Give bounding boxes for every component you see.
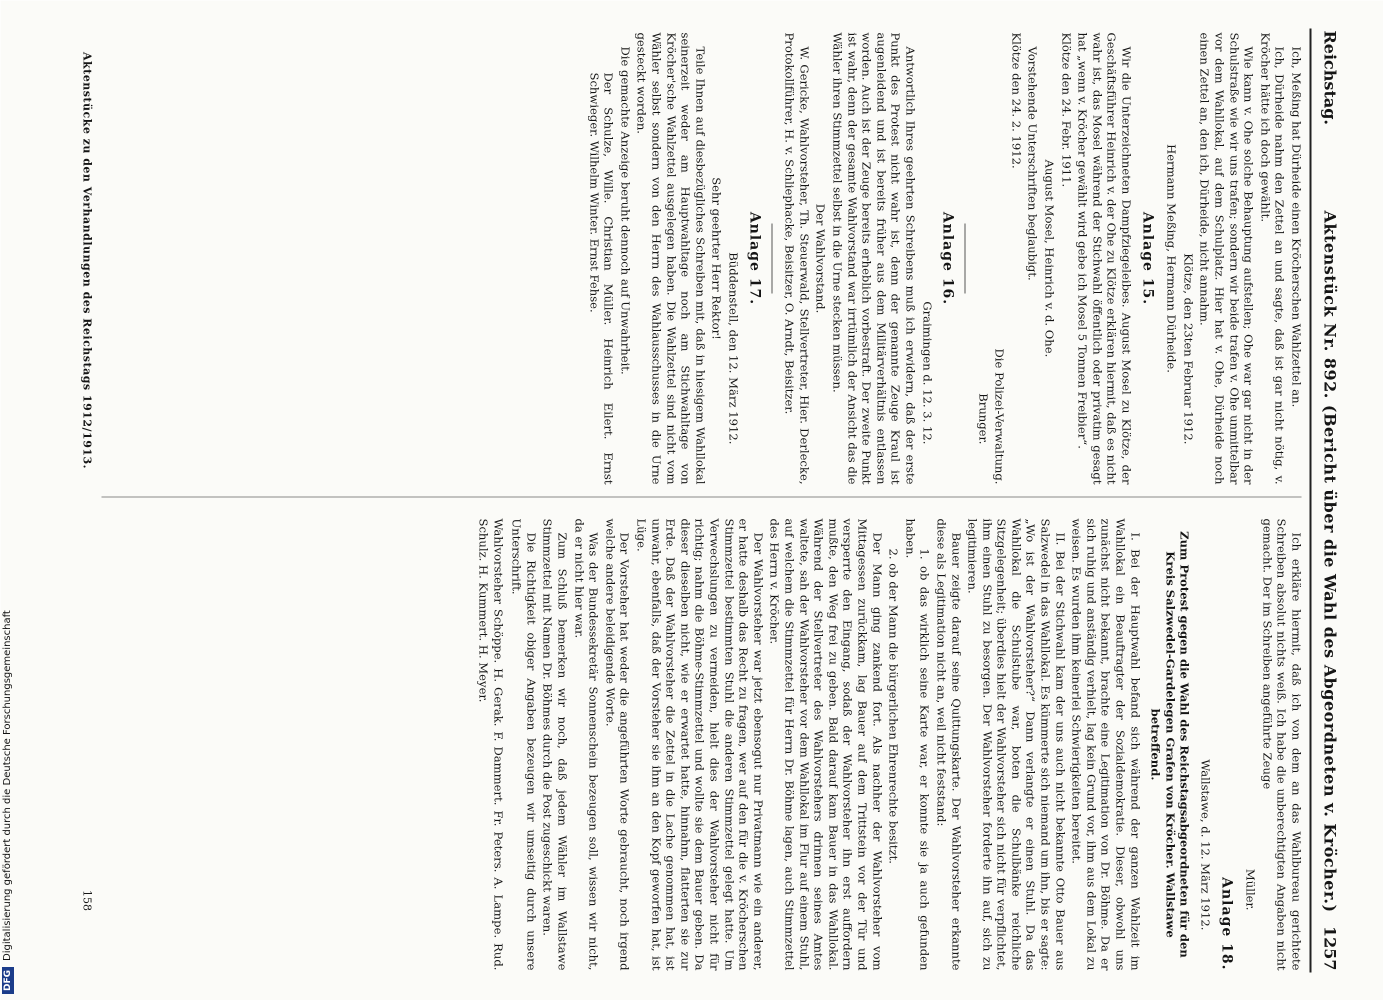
header-left: Reichstag. [1320,30,1339,125]
page-footer: Aktenstücke zu den Verhandlungen des Reichstags 1912/1913. [80,51,93,469]
anlage-15-certification: Vorstehende Unterschriften beglaubigt. [1025,46,1040,281]
anlage-18-list-item: 2. ob der Mann die bürgerlichen Ehrenrechte besitzt. [886,548,901,864]
anlage-17-place-date: Büddenstell, den 12. März 1912. [726,251,740,444]
anlage-18-list-item: 1. ob das wirklich seine Karte war, er konnte sie ja auch gefunden haben. [902,518,932,970]
anlage-15-certification-place: Klötze den 24. 2. 1912. [1008,32,1023,169]
section-divider [771,223,772,293]
header-rule [1309,28,1311,972]
anlage-18-paragraph: II. Bei der Stichwahl kam der uns auch nicht bekannte Otto Bauer aus Salzwedel in das Wahllokal. Es kümmerte sich niemand um ihn, bis er sagte: „Wo ist der Wahlvorsteher?“ Dann verlangte er einen Stuhl. Da das Wahllokal die Schulstube war, boten die Schulbänke reichliche Sitzgelegenheit; überdies hielt der Wahlvorsteher sich nicht für verpflichtet, ihm einen Stuhl zu besorgen. Der Wahlvorsteher forderte ihn auf, sich zu legitimieren. [965,518,1067,970]
anlage-17-signatures: Der Schulze, Wille. Christian Müller. Heinrich Eilert. Ernst Schwieger. Wilhelm Winter. Ernst Fehse. [586,72,616,484]
anlage-16-place-date: Graimingen d. 12. 3. 12. [919,300,934,444]
anlage-15-official: Brunger. [975,392,990,444]
intro-signatures: Hermann Meßing, Hermann Dürheide. [1164,143,1179,373]
anlage-18-paragraph: Der Mann ging zankend fort. Als nachher der Wahlvorsteher vom Mittagessen zurückkam, lag Bauer auf dem Trittstein vor der Tür und versperrte den Eingang, sodaß der Wahlvorsteher ihn erst auffordern mußte, den Weg frei zu geben. Bald darauf kam Bauer in das Wahllokal. Während der Stellvertreter des Wahlvorstehers drinnen seines Amtes waltete, sah der Wahlvorsteher vor dem Wahllokal im Flur auf einem Stuhl, auf welchem die Stimmzettel für Herrn Dr. Böhme lagen, auch Stimmzettel des Herrn v. Kröcher. [767,518,884,970]
anlage-15-authority: Die Polizei-Verwaltung. [992,348,1007,484]
left-column [584,32,1303,484]
intro-paragraph: Ich, Meßing hat Dürheide einen Kröcherschen Wahlzettel an. [1289,46,1303,407]
intro-paragraph: Wie kann v. Ohe solche Behauptung aufstellen; Ohe war gar nicht in der Schulstraße wie wir uns trafen; sondern wir beide trafen v. Ohe unmittelbar vor dem Wahllokal, auf dem Schulplatz. Hier hat v. Ohe, Dürheide noch einen Zettel an, den ich, Dürheide, nicht annahm. [1197,32,1256,484]
anlage-16-text: Antwortlich Ihres geehrten Schreibens muß ich erwidern, daß der erste Punkt des Protest nicht wahr ist, denn der genannte Zeuge Kraul ist augenleidend und ist bereits früher aus dem Militärverhältnis entlassen worden. Auch ist der Zeuge bereits erheblich vorbestraft. Der zweite Punkt ist wahr, denn der gesamte Wahlvorstand war irrtümlich der Ansicht das die Wähler ihren Stimmzettel selbst in die Urne stecken müssen. [829,32,917,484]
anlage-18-paragraph: Der Vorsteher hat weder die angeführten Worte gebraucht, noch irgend welche andere beleidigende Worte. [602,518,632,970]
intro-place-date: Klötze, den 23ten Februar 1912. [1180,252,1195,444]
anlage-15-text: Wir die Unterzeichneten Dampfziegeleibes. August Mosel zu Klötze, der Geschäftsführer Heinrich v. der Ohe zu Klötze erklären hiermit, daß es nicht wahr ist, das Mosel während der Stichwahl öffentlich oder privatim gesagt hat „wenn v. Kröcher gewählt wird gebe ich Mosel 5 Tonnen Freibier“. [1075,32,1134,484]
anlage-17-title: Anlage 17. [745,211,762,305]
anlage-16-board: Der Wahlvorstand. [813,203,828,313]
anlage-15-title: Anlage 15. [1138,211,1155,305]
anlage-18-title: Anlage 18. [1217,876,1234,970]
anlage-17-text: Teile Ihnen auf diesbezügliches Schreiben mit, daß in hiesigem Wahllokal seinerzeit weder am Hauptwahltage noch am Stichwahltage von Kröcher'sche Wahlzettel ausgelegen haben. Die Wahlzettel sind nicht vom Wähler selbst sondern von den Herrn des Wahlausschusses in die Urne gesteckt worden. [634,32,707,484]
footer-page-number: 158 [80,889,93,911]
anlage-18-paragraph: Der Wahlvorsteher war jetzt ebensogut nur Privatmann wie ein anderer, er hatte deshalb das Recht zu fragen, wer auf den für die v. Kröcherschen Stimmzettel bestimmten Stuhl die anderen Stimmzettel gelegt hatte. Um Verwechslungen zu vermeiden, hielt dies der Wahlvorsteher nicht für richtig; nahm die Böhme-Stimmzettel und wollte sie dem Bauer geben. Da dieser dieselben nicht, wie er erwartet hatte, hinnahm, flatterten sie zur Erde. Daß der Wahlvorsteher die Zettel in die Lache genommen hat, ist unwahr, ebenfalls, daß der Vorsteher sie ihm an den Kopf geworfen hat, ist Lüge. [634,518,765,970]
anlage-17-salutation: Sehr geehrter Herr Rektor! [709,176,724,340]
right-column [474,518,1303,970]
column-separator [101,496,1301,497]
intro-paragraph: Ich, Dürheide nahm den Zettel an und sagte, daß ist gar nicht nötig, v. Kröcher hätte ich doch gewählt. [1257,32,1287,484]
anlage-15-place-date: Klötze den 24. Febr. 1911. [1058,32,1073,187]
page-header [1309,30,1339,970]
anlage-18-signatures: Wahlvorsteher Schöppe. H. Gerak. F. Dammert. Fr. Peters. A. Lampe. Rud. Schulz. H. Kummert. H. Meyer. [476,518,505,970]
right-intro-paragraph: Ich erkläre hiermit, daß ich von dem an das Wahlbureau gerichtete Schreiben absolut nichts weiß. Ich habe die unberechtigten Angaben nicht gemacht. Der im Schreiben angeführte Zeuge [1259,518,1303,970]
anlage-18-paragraph: Zum Schluß bemerken wir noch, daß jedem Wähler im Wallstawe Stimmzettel mit Namen Dr. Böhmes durch die Post zugeschickt waren. [540,518,570,970]
section-divider [964,223,965,293]
header-title: Aktenstück Nr. 892. (Bericht über die Wahl des Abgeordneten v. Kröcher.) [1320,210,1339,913]
anlage-15-signatures: August Mosel, Heinrich v. d. Ohe. [1042,159,1057,357]
anlage-18-paragraph: Die Richtigkeit obiger Angaben bezeugen wir umseitig durch unsere Unterschrift. [509,518,538,970]
anlage-18-paragraph: I. Bei der Hauptwahl befand sich während der ganzen Wahlzeit im Wahllokal ein Beauftragter der Sozialdemokratie. Dieser, obwohl uns zunächst nicht bekannt, brachte eine Legitimation von Dr. Böhme. Da er sich ruhig und anständig verhielt, lag kein Grund vor, ihm aus dem Lokal zu weisen. Es wurden ihm keinerlei Schwierigkeiten bereitet. [1069,518,1142,970]
dfg-logo: DFG [2,967,14,994]
anlage-18-paragraph: Bauer zeigte darauf seine Quittungskarte. Der Wahlvorsteher erkannte diese als Legitimation nicht an, weil nicht feststand: [933,518,963,970]
anlage-17-text: Die gemachte Anzeige beruht dennoch auf Unwahrheit. [617,46,632,375]
anlage-18-heading: Zum Protest gegen die Wahl des Reichstagsabgeordneten für den Kreis Salzwedel-Gardelegen Grafen von Kröcher. Wallstawe betreffend. [1148,530,1192,958]
anlage-16-title: Anlage 16. [939,211,956,305]
anlage-18-place-date: Wallstawe, d. 12. März 1912. [1198,758,1213,930]
digitization-note [2,374,14,994]
digitization-note-text: Digitalisierung gefördert durch die Deutsche Forschungsgemeinschaft [2,610,13,961]
anlage-18-paragraph: Was der Bundessekretär Sonnenschein bezeugen soll, wissen wir nicht, da er nicht hier war. [571,518,601,970]
header-page-number: 1257 [1320,925,1339,970]
anlage-16-signatures: W. Gericke, Wahlvorsteher, Th. Steuerwald, Stellvertreter, Hier. Derlecke, Protokollführer, H. v. Schliephacke, Beisitzer, O. Arndt, Beisitzer. [782,32,811,484]
right-intro-signature: Müller. [1243,868,1258,910]
